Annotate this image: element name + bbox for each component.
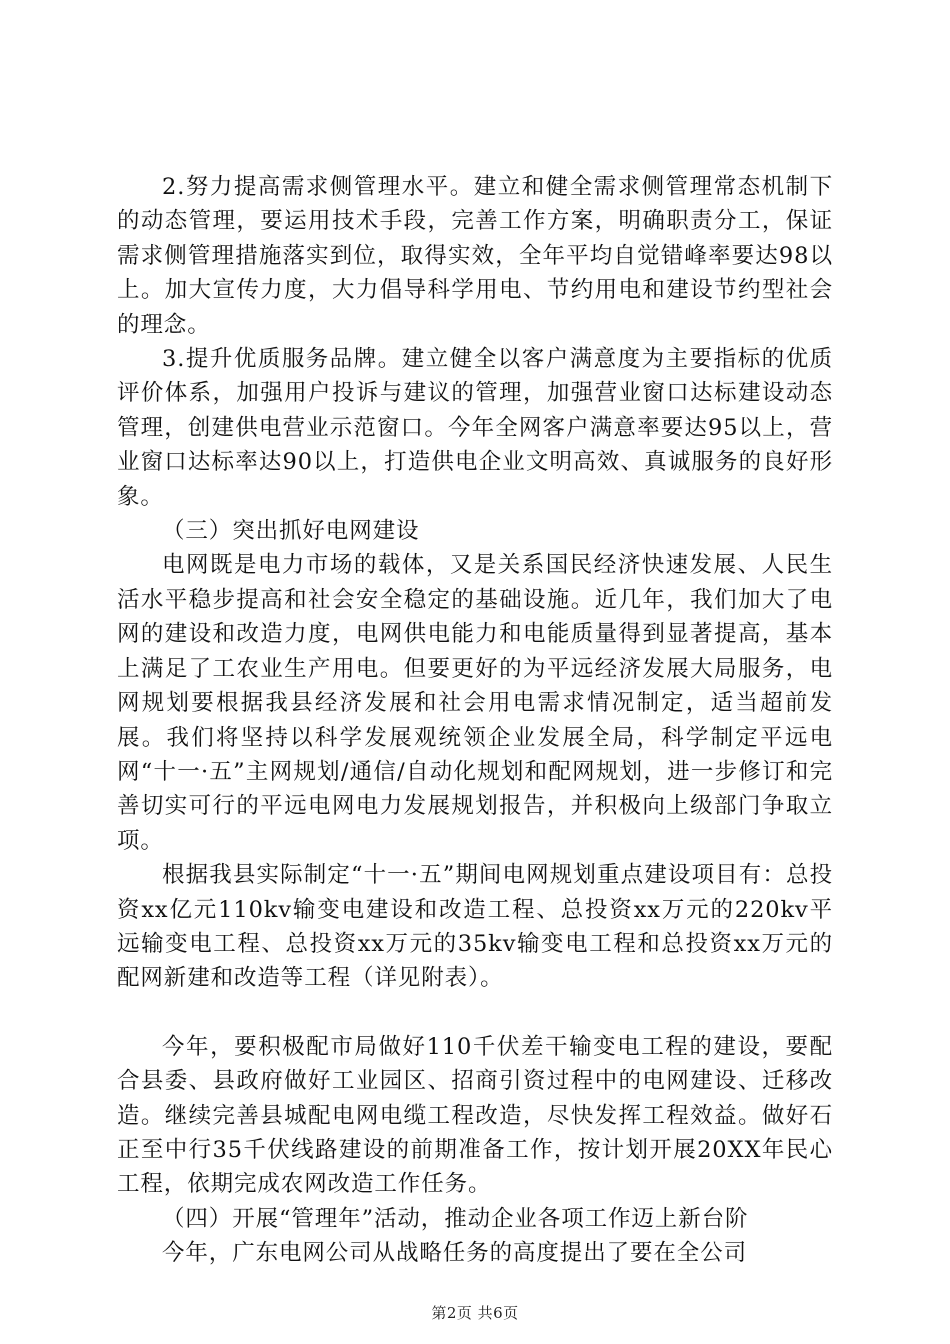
body-text bbox=[117, 170, 833, 1271]
section-heading-grid-construction: （三）突出抓好电网建设 bbox=[162, 518, 420, 545]
paragraph-service-brand: 3.提升优质服务品牌。建立健全以客户满意度为主要指标的优质评价体系，加强用户投诉与建议的管理，加强营业窗口达标建设动态管理，创建供电营业示范窗口。今年全网客户满意率要达95以上，营业窗口达标率达90以上，打造供电企业文明高效、真诚服务的良好形象。 bbox=[117, 346, 833, 510]
paragraph-demand-side-management: 2.努力提高需求侧管理水平。建立和健全需求侧管理常态机制下的动态管理，要运用技术手段，完善工作方案，明确职责分工，保证需求侧管理措施落实到位，取得实效，全年平均自觉错峰率要达98以上。加大宣传力度，大力倡导科学用电、节约用电和建设节约型社会的理念。 bbox=[117, 174, 833, 338]
paragraph-grid-overview: 电网既是电力市场的载体，又是关系国民经济快速发展、人民生活水平稳步提高和社会安全稳定的基础设施。近几年，我们加大了电网的建设和改造力度，电网供电能力和电能质量得到显著提高，基本上满足了工农业生产用电。但要更好的为平远经济发展大局服务，电网规划要根据我县经济发展和社会用电需求情况制定，适当超前发展。我们将坚持以科学发展观统领企业发展全局，科学制定平远电网“十一·五”主网规划/通信/自动化规划和配网规划，进一步修订和完善切实可行的平远电网电力发展规划报告，并积极向上级部门争取立项。 bbox=[117, 552, 833, 854]
paragraph-key-projects: 根据我县实际制定“十一·五”期间电网规划重点建设项目有：总投资xx亿元110kv输变电建设和改造工程、总投资xx万元的220kv平远输变电工程、总投资xx万元的35kv输变电工程和总投资xx万元的配网新建和改造等工程（详见附表）。 bbox=[117, 862, 833, 992]
paragraph-spacer bbox=[117, 996, 833, 1030]
section-heading-management-year: （四）开展“管理年”活动，推动企业各项工作迈上新台阶 bbox=[162, 1205, 749, 1232]
paragraph-this-year-tasks: 今年，要积极配市局做好110千伏差干输变电工程的建设，要配合县委、县政府做好工业园区、招商引资过程中的电网建设、迁移改造。继续完善县城配电网电缆工程改造，尽快发挥工程效益。做好石正至中行35千伏线路建设的前期准备工作，按计划开展20XX年民心工程，依期完成农网改造工作任务。 bbox=[117, 1033, 833, 1198]
paragraph-management-year-intro: 今年，广东电网公司从战略任务的高度提出了要在全公司 bbox=[162, 1240, 748, 1267]
page-number-footer: 第2页 共6页 bbox=[431, 1304, 519, 1322]
